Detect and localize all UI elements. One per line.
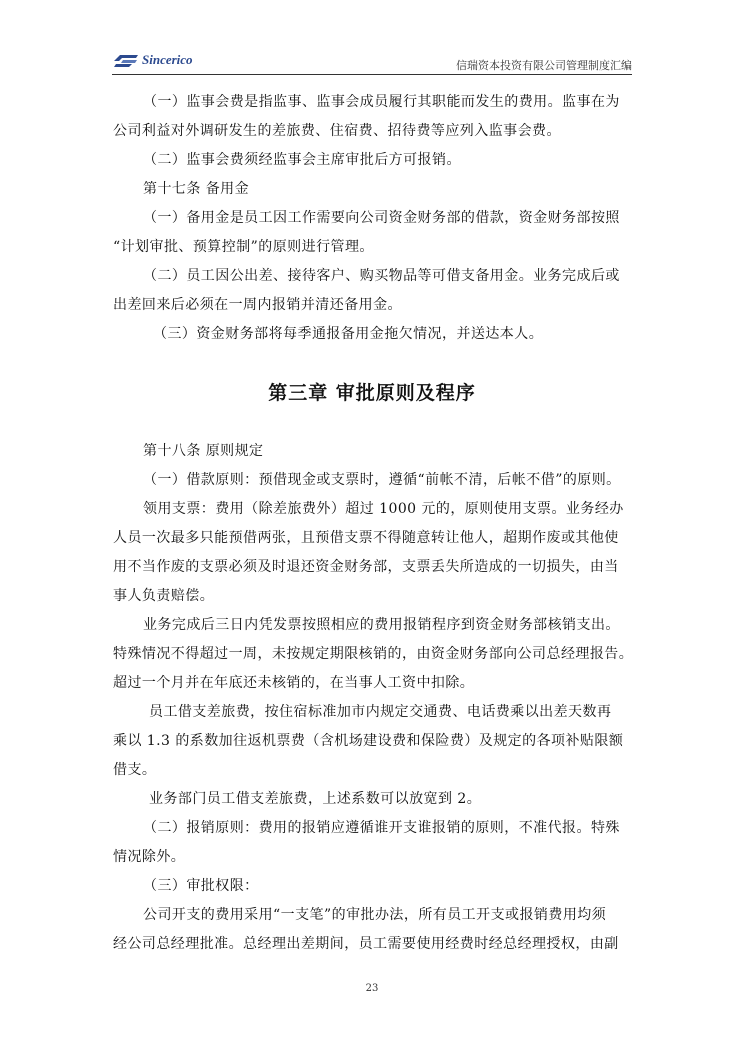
paragraph: 情况除外。 [113, 849, 186, 865]
paragraph: （三）审批权限： [143, 878, 259, 894]
logo-text: Sincerico [142, 52, 193, 67]
paragraph: 人员一次最多只能预借两张，且预借支票不得随意转让他人，超期作废或其他使 [113, 530, 619, 546]
paragraph: 业务完成后三日内凭发票按照相应的费用报销程序到资金财务部核销支出。 [143, 617, 620, 633]
page-number: 23 [365, 983, 379, 994]
page-header [112, 52, 632, 76]
company-logo [112, 52, 193, 68]
paragraph: 乘以 1.3 的系数加往返机票费（含机场建设费和保险费）及规定的各项补贴限额 [113, 733, 624, 749]
header-divider [112, 74, 632, 75]
chapter-title: 第三章 审批原则及程序 [268, 382, 476, 404]
body-text-bottom [113, 437, 648, 959]
paragraph: （一）监事会费是指监事、监事会成员履行其职能而发生的费用。监事在为 [143, 94, 620, 110]
paragraph: （三）资金财务部将每季通报备用金拖欠情况，并送达本人。 [153, 326, 544, 342]
paragraph: （一）借款原则：预借现金或支票时，遵循“前帐不清，后帐不借”的原则。 [143, 472, 621, 488]
paragraph: （一）备用金是员工因工作需要向公司资金财务部的借款，资金财务部按照 [143, 210, 620, 226]
paragraph: （二）监事会费须经监事会主席审批后方可报销。 [143, 152, 461, 168]
paragraph: 特殊情况不得超过一周，未按规定期限核销的，由资金财务部向公司总经理报告。 [113, 646, 634, 662]
paragraph: 业务部门员工借支差旅费，上述系数可以放宽到 2。 [149, 791, 482, 807]
paragraph: 借支。 [113, 762, 157, 778]
paragraph: “计划审批、预算控制”的原则进行管理。 [113, 239, 374, 255]
paragraph: 领用支票：费用（除差旅费外）超过 1000 元的，原则使用支票。业务经办 [143, 501, 624, 517]
article-heading: 第十八条 原则规定 [143, 443, 264, 459]
article-heading: 第十七条 备用金 [143, 181, 250, 197]
document-collection-title: 信瑞资本投资有限公司管理制度汇编 [456, 59, 632, 72]
paragraph: 用不当作废的支票必须及时退还资金财务部，支票丢失所造成的一切损失，由当 [113, 559, 619, 575]
paragraph: 出差回来后必须在一周内报销并清还备用金。 [113, 297, 402, 313]
paragraph: 事人负责赔偿。 [113, 588, 215, 604]
body-text-top [113, 88, 648, 349]
paragraph: （二）报销原则：费用的报销应遵循谁开支谁报销的原则，不准代报。特殊 [143, 820, 620, 836]
sincerico-logo-icon [112, 52, 140, 68]
paragraph: 超过一个月并在年底还未核销的，在当事人工资中扣除。 [113, 675, 475, 691]
paragraph: （二）员工因公出差、接待客户、购买物品等可借支备用金。业务完成后或 [143, 268, 620, 284]
paragraph: 经公司总经理批准。总经理出差期间，员工需要使用经费时经总经理授权，由副 [113, 936, 619, 952]
paragraph: 公司利益对外调研发生的差旅费、住宿费、招待费等应列入监事会费。 [113, 123, 561, 139]
paragraph: 公司开支的费用采用“一支笔”的审批办法，所有员工开支或报销费用均须 [143, 907, 607, 923]
paragraph: 员工借支差旅费，按住宿标准加市内规定交通费、电话费乘以出差天数再 [149, 704, 612, 720]
